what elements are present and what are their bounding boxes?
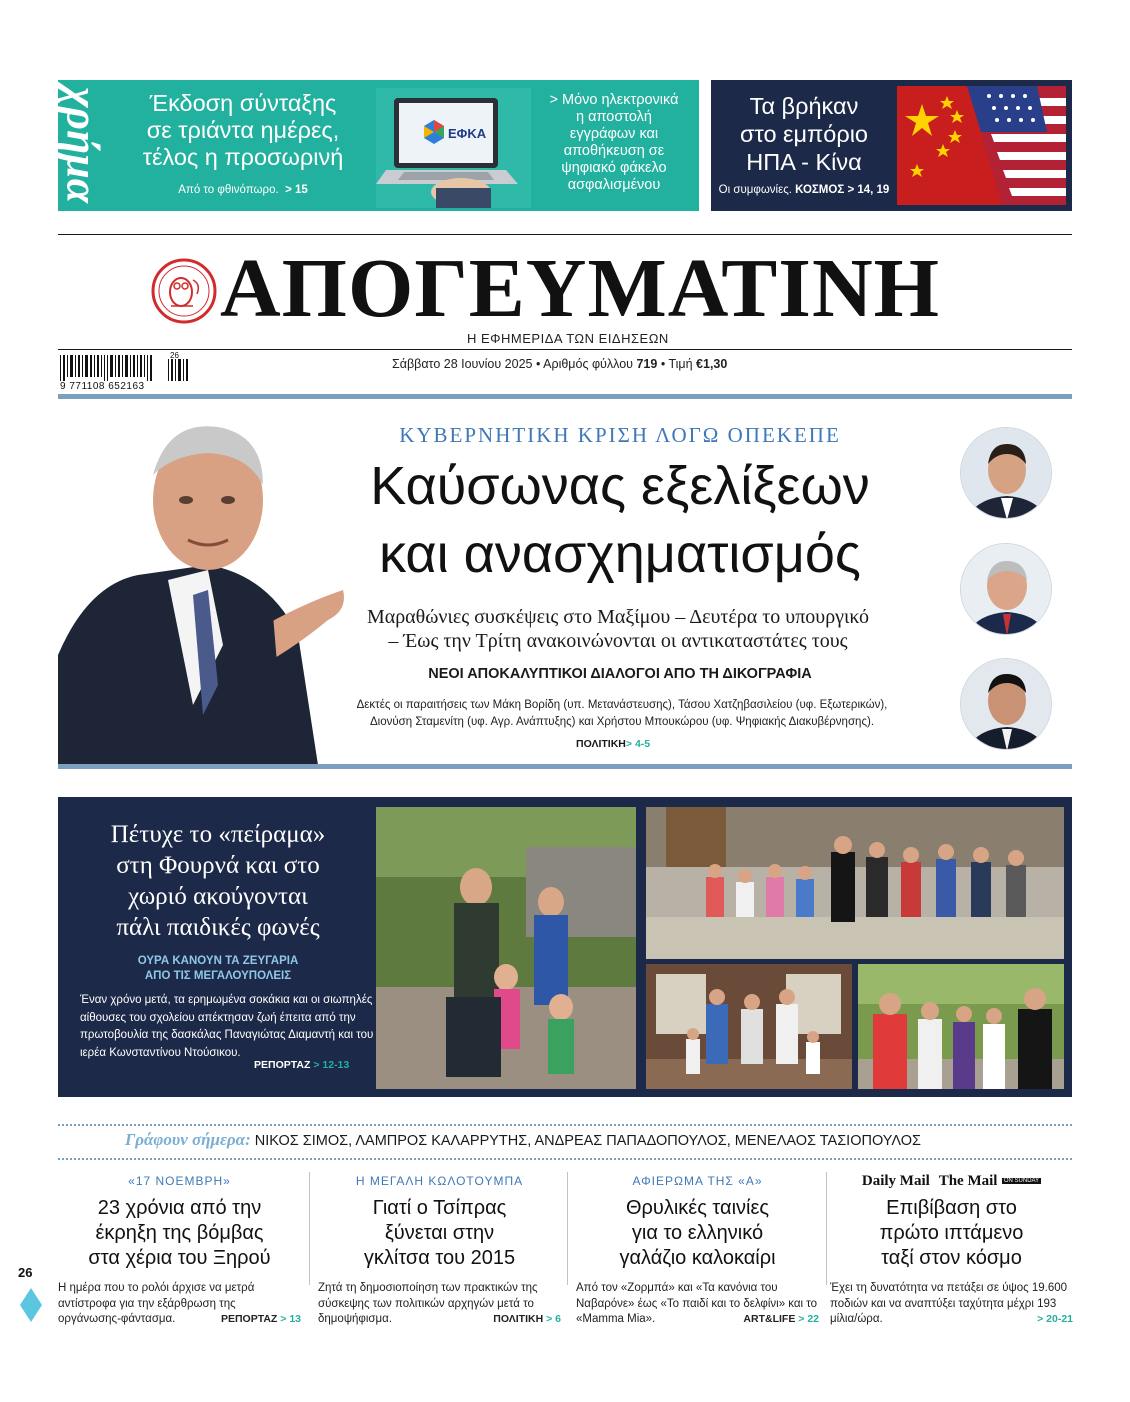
feature-headline: Πέτυχε το «πείραμα» στη Φουρνά και στο χωριό ακούγονται πάλι παιδικές φωνές (110, 821, 326, 941)
teaser-body: Έχει τη δυνατότητα να πετάξει σε ύψος 19.600 ποδιών και να αναπτύξει ταχύτητα μέχρι 193 μίλια/ώρα. > 20-21 (830, 1281, 1073, 1328)
todays-writers: Γράφουν σήμερα: ΝΙΚΟΣ ΣΙΜΟΣ, ΛΑΜΠΡΟΣ ΚΑΛΑΡΡΥΤΗΣ, ΑΝΔΡΕΑΣ ΠΑΠΑΔΟΠΟΥΛΟΣ, ΜΕΝΕΛΑΟΣ ΤΑΣΙΟΠΟΥΛΟΣ (125, 1130, 921, 1149)
barcode (58, 351, 198, 392)
teaser-section-link[interactable]: > 20-21 (1037, 1313, 1073, 1325)
column-divider (567, 1172, 568, 1285)
teaser-headline: Γιατί ο Τσίπρας ξύνεται στην γκλίτσα του 2015 (363, 1197, 516, 1269)
article-teaser-flying-taxi[interactable] (830, 1170, 1073, 1328)
barcode-digits: 9 771108 652163 (60, 381, 145, 392)
promo-subline: Από το φθινόπωρο. > 15 (178, 184, 308, 196)
owl-seal-logo (151, 258, 217, 324)
promo-box-world[interactable] (711, 80, 1072, 211)
dotted-rule (58, 1124, 1072, 1126)
lead-subhead: ΝΕΟΙ ΑΠΟΚΑΛΥΠΤΙΚΟΙ ΔΙΑΛΟΓΟΙ ΑΠΟ ΤΗ ΔΙΚΟΓΡΑΦΙΑ (428, 666, 812, 682)
section-divider (58, 394, 1072, 399)
lead-headline[interactable]: Καύσωνας εξελίξεων και ανασχηματισμός (370, 456, 870, 584)
article-teaser-films[interactable] (576, 1170, 819, 1328)
masthead-tagline: Η ΕΦΗΜΕΡΙΔΑ ΤΩΝ ΕΙΔΗΣΕΩΝ (467, 331, 669, 346)
teaser-section-link[interactable]: ΠΟΛΙΤΙΚΗ > 6 (493, 1313, 561, 1325)
efka-logo-text: ΕΦΚΑ (448, 126, 487, 141)
teaser-kicker: «17 ΝΟΕΜΒΡΗ» (128, 1174, 231, 1188)
section-side-label: χρήμα (58, 86, 107, 204)
teaser-headline: 23 χρόνια από την έκρηξη της βόμβας στα χέρια του Ξηρού (88, 1197, 271, 1269)
promo-side-text: > Μόνο ηλεκτρονικά η αποστολή εγγράφων και αποθήκευση σε ψηφιακό φάκελο ασφαλισμένου (549, 92, 679, 193)
us-china-flags-image (897, 86, 1066, 205)
priest-and-teacher-photo (858, 964, 1064, 1089)
lead-body: Δεκτές οι παραιτήσεις των Μάκη Βορίδη (υπ. Μετανάστευσης), Τάσου Χατζηβασιλείου (υφ. Εξωτερικών), Διονύση Σταμενίτη (υφ. Αγρ. Ανάπτυξης) και Χρήστου Μπουκώρου (υφ. Ψηφιακής Διακυβέρνησης). (356, 699, 888, 728)
portrait-1 (960, 427, 1052, 519)
masthead-title[interactable]: ΑΠΟΓΕΥΜΑΤΙΝΗ (220, 242, 940, 335)
teaser-body: Ζητά τη δημοσιοποίηση των πρακτικών της σύσκεψης των πολιτικών αρχηγών μετά το δημοψήφισμα. ΠΟΛΙΤΙΚΗ > 6 (318, 1281, 561, 1328)
promo-headline: Τα βρήκαν στο εμπόριο ΗΠΑ - Κίνα (739, 93, 868, 175)
page-number: 26 (18, 1265, 33, 1280)
teaser-body: Από τον «Ζορμπά» και «Τα κανόνια του Ναβαρόνε» έως «Το παιδί και το δελφίνι» και το «Mamma Mia». ART&LIFE > 22 (576, 1281, 819, 1328)
promo-headline: Έκδοση σύνταξης σε τριάντα ημέρες, τέλος η προσωρινή (142, 90, 344, 170)
feature-body: Έναν χρόνο μετά, τα ερημωμένα σοκάκια και οι σιωπηλές αίθουσες του σχολείου απέκτησαν ζωή έπειτα από την πρωτοβουλία της δασκάλας Παναγιώτας Διαμαντή και του ιερέα Κωνσταντίνου Ντούσικου. (80, 994, 374, 1059)
promo-subline: Οι συμφωνίες. ΚΟΣΜΟΣ > 14, 19 (718, 184, 890, 196)
teaser-headline: Θρυλικές ταινίες για το ελληνικό γαλάζιο καλοκαίρι (619, 1197, 776, 1269)
masthead-bottom-rule (58, 349, 1072, 350)
daily-mail-logos: Daily Mail The Mail ON SUNDAY (861, 1173, 1040, 1189)
village-group-photo (646, 807, 1064, 959)
article-teaser-17-noemvri[interactable] (58, 1170, 301, 1328)
promo-box-money[interactable] (58, 80, 699, 211)
article-teaser-tsipras[interactable] (318, 1170, 561, 1328)
lead-section-link[interactable]: ΠΟΛΙΤΙΚΗ> 4-5 (576, 738, 651, 750)
portrait-3 (960, 658, 1052, 750)
diamond-icon (20, 1288, 42, 1322)
barcode-addon: 26 (170, 351, 179, 360)
masthead-top-rule (58, 234, 1072, 235)
teaser-kicker: Η ΜΕΓΑΛΗ ΚΩΛΟΤΟΥΜΠΑ (355, 1174, 524, 1188)
family-photo (376, 807, 636, 1089)
teaser-section-link[interactable]: ΡΕΠΟΡΤΑΖ > 13 (220, 1313, 301, 1325)
section-divider (58, 764, 1072, 769)
teaser-section-link[interactable]: ART&LIFE > 22 (743, 1313, 819, 1325)
teaser-headline: Επιβίβαση στο πρώτο ιπτάμενο ταξί στον κόσμο (879, 1197, 1024, 1269)
column-divider (309, 1172, 310, 1285)
family-portrait-photo (646, 964, 852, 1089)
feature-story-box[interactable] (58, 797, 1072, 1097)
dotted-rule (58, 1158, 1072, 1160)
feature-kicker: ΟΥΡΑ ΚΑΝΟΥΝ ΤΑ ΖΕΥΓΑΡΙΑ ΑΠΟ ΤΙΣ ΜΕΓΑΛΟΥΠΟΛΕΙΣ (137, 955, 299, 982)
column-divider (826, 1172, 827, 1285)
teaser-kicker: ΑΦΙΕΡΩΜΑ ΤΗΣ «Α» (632, 1174, 763, 1188)
lead-deck: Μαραθώνιες συσκέψεις στο Μαξίμου – Δευτέρα το υπουργικό – Έως την Τρίτη ανακοινώνονται οι αντικαταστάτες τους (366, 606, 870, 652)
issue-info: Σάββατο 28 Ιουνίου 2025 • Αριθμός φύλλου 719 • Τιμή €1,30 (392, 357, 728, 371)
teaser-body: Η ημέρα που το ρολόι άρχισε να μετρά αντίστροφα για την εξάρθρωση της οργάνωσης-φάντασμα. ΡΕΠΟΡΤΑΖ > 13 (58, 1281, 301, 1328)
feature-section-link[interactable]: ΡΕΠΟΡΤΑΖ > 12-13 (254, 1059, 350, 1071)
lead-kicker: ΚΥΒΕΡΝΗΤΙΚΗ ΚΡΙΣΗ ΛΟΓΩ ΟΠΕΚΕΠΕ (399, 423, 841, 447)
laptop-illustration (376, 88, 531, 208)
portrait-2 (960, 543, 1052, 635)
